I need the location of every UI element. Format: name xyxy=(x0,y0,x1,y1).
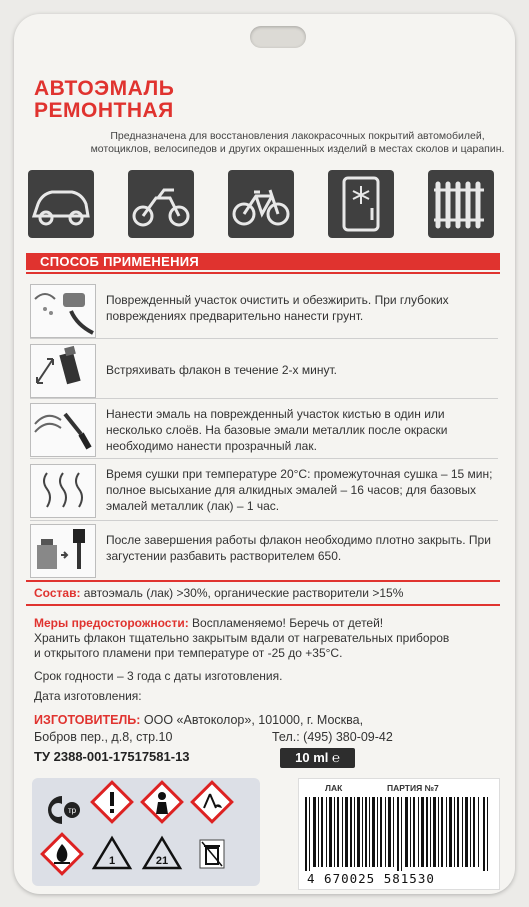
health-hazard-icon xyxy=(142,782,182,822)
trash-bin-icon xyxy=(200,840,224,868)
manufacture-date-label: Дата изготовления: xyxy=(34,689,142,703)
title-line-1: АВТОЭМАЛЬ xyxy=(34,77,175,100)
barcode-bars xyxy=(303,797,493,871)
hazard-symbols-panel xyxy=(32,778,260,886)
flame-hazard-icon xyxy=(42,834,82,874)
step-divider xyxy=(30,520,498,521)
shelf-life: Срок годности – 3 года с даты изготовления. xyxy=(34,669,283,683)
manufacturer-label: ИЗГОТОВИТЕЛЬ: xyxy=(34,713,141,727)
composition-text: автоэмаль (лак) >30%, органические растворители >15% xyxy=(83,586,404,600)
svg-text:тр: тр xyxy=(67,806,77,815)
close-bottle-icon xyxy=(30,524,96,578)
environment-hazard-icon xyxy=(192,782,232,822)
recycle-21-icon xyxy=(144,838,180,868)
heat-waves-icon xyxy=(30,464,96,518)
precautions-line-1: Воспламеняемо! Беречь от детей! xyxy=(192,616,384,630)
manufacturer-name: ООО «Автоколор», 101000, г. Москва, xyxy=(143,713,364,727)
composition-divider-bottom xyxy=(26,604,500,606)
precautions-line-3: и открытого пламени при температуре от -25 до +35°С. xyxy=(34,646,343,660)
step-4-text: Время сушки при температуре 20°С: промежуточная сушка – 15 мин; полное высыхание для алкидных эмалей – 16 часов; для базовых эмалей металлик (лак) – 1 час. xyxy=(106,467,493,513)
product-title xyxy=(34,78,174,122)
exclamation-hazard-icon xyxy=(92,782,132,822)
refrigerator-icon xyxy=(328,170,394,238)
bicycle-icon xyxy=(228,170,294,238)
svg-text:21: 21 xyxy=(155,855,169,867)
svg-text:1: 1 xyxy=(108,855,116,867)
composition xyxy=(34,586,403,601)
manufacturer xyxy=(34,713,363,728)
usage-icons-row xyxy=(28,170,498,242)
step-divider xyxy=(30,458,498,459)
barcode-batch-label: ПАРТИЯ №7 xyxy=(387,783,439,793)
barcode-label xyxy=(298,778,500,890)
section-header-bar xyxy=(26,253,500,270)
composition-label: Состав: xyxy=(34,586,81,600)
car-icon xyxy=(28,170,94,238)
eac-mark xyxy=(48,796,80,824)
composition-divider-top xyxy=(26,580,500,582)
precautions xyxy=(34,616,504,661)
brush-apply-icon xyxy=(30,403,96,457)
cleaning-icon xyxy=(30,284,96,338)
manufacturer-phone: Тел.: (495) 380-09-42 xyxy=(272,730,393,744)
step-3-text: Нанести эмаль на поврежденный участок кистью в один или несколько слоёв. На базовые эмали металлик после окраски необходимо нанести прозрачный лак. xyxy=(106,407,448,453)
barcode-lak-label: ЛАК xyxy=(325,783,343,793)
section-divider xyxy=(26,272,500,274)
volume-badge: 10 ml ℮ xyxy=(280,748,355,768)
radiator-icon xyxy=(428,170,494,238)
tu-code: ТУ 2388-001-17517581-13 xyxy=(34,749,190,764)
hang-hole xyxy=(250,26,306,48)
step-1-text: Поврежденный участок очистить и обезжирить. При глубоких повреждениях предварительно нанести грунт. xyxy=(106,293,449,323)
shake-icon xyxy=(30,344,96,398)
step-divider xyxy=(30,398,498,399)
section-title: СПОСОБ ПРИМЕНЕНИЯ xyxy=(40,254,200,269)
barcode-number: 4 670025 581530 xyxy=(307,871,435,886)
recycle-1-icon xyxy=(94,838,130,868)
step-5-text: После завершения работы флакон необходимо плотно закрыть. При загустении разбавить растворителем 650. xyxy=(106,533,491,563)
motorcycle-icon xyxy=(128,170,194,238)
precautions-label: Меры предосторожности: xyxy=(34,616,189,630)
step-divider xyxy=(30,338,498,339)
step-2-text: Встряхивать флакон в течение 2-х минут. xyxy=(106,363,337,377)
title-line-2: РЕМОНТНАЯ xyxy=(34,99,174,122)
manufacturer-address: Бобров пер., д.8, стр.10 xyxy=(34,730,173,744)
precautions-line-2: Хранить флакон тщательно закрытым вдали от нагревательных приборов xyxy=(34,631,450,645)
intro-text: Предназначена для восстановления лакокрасочных покрытий автомобилей, мотоциклов, велосипедов и других окрашенных изделий в местах сколов и царапин. xyxy=(90,130,505,155)
